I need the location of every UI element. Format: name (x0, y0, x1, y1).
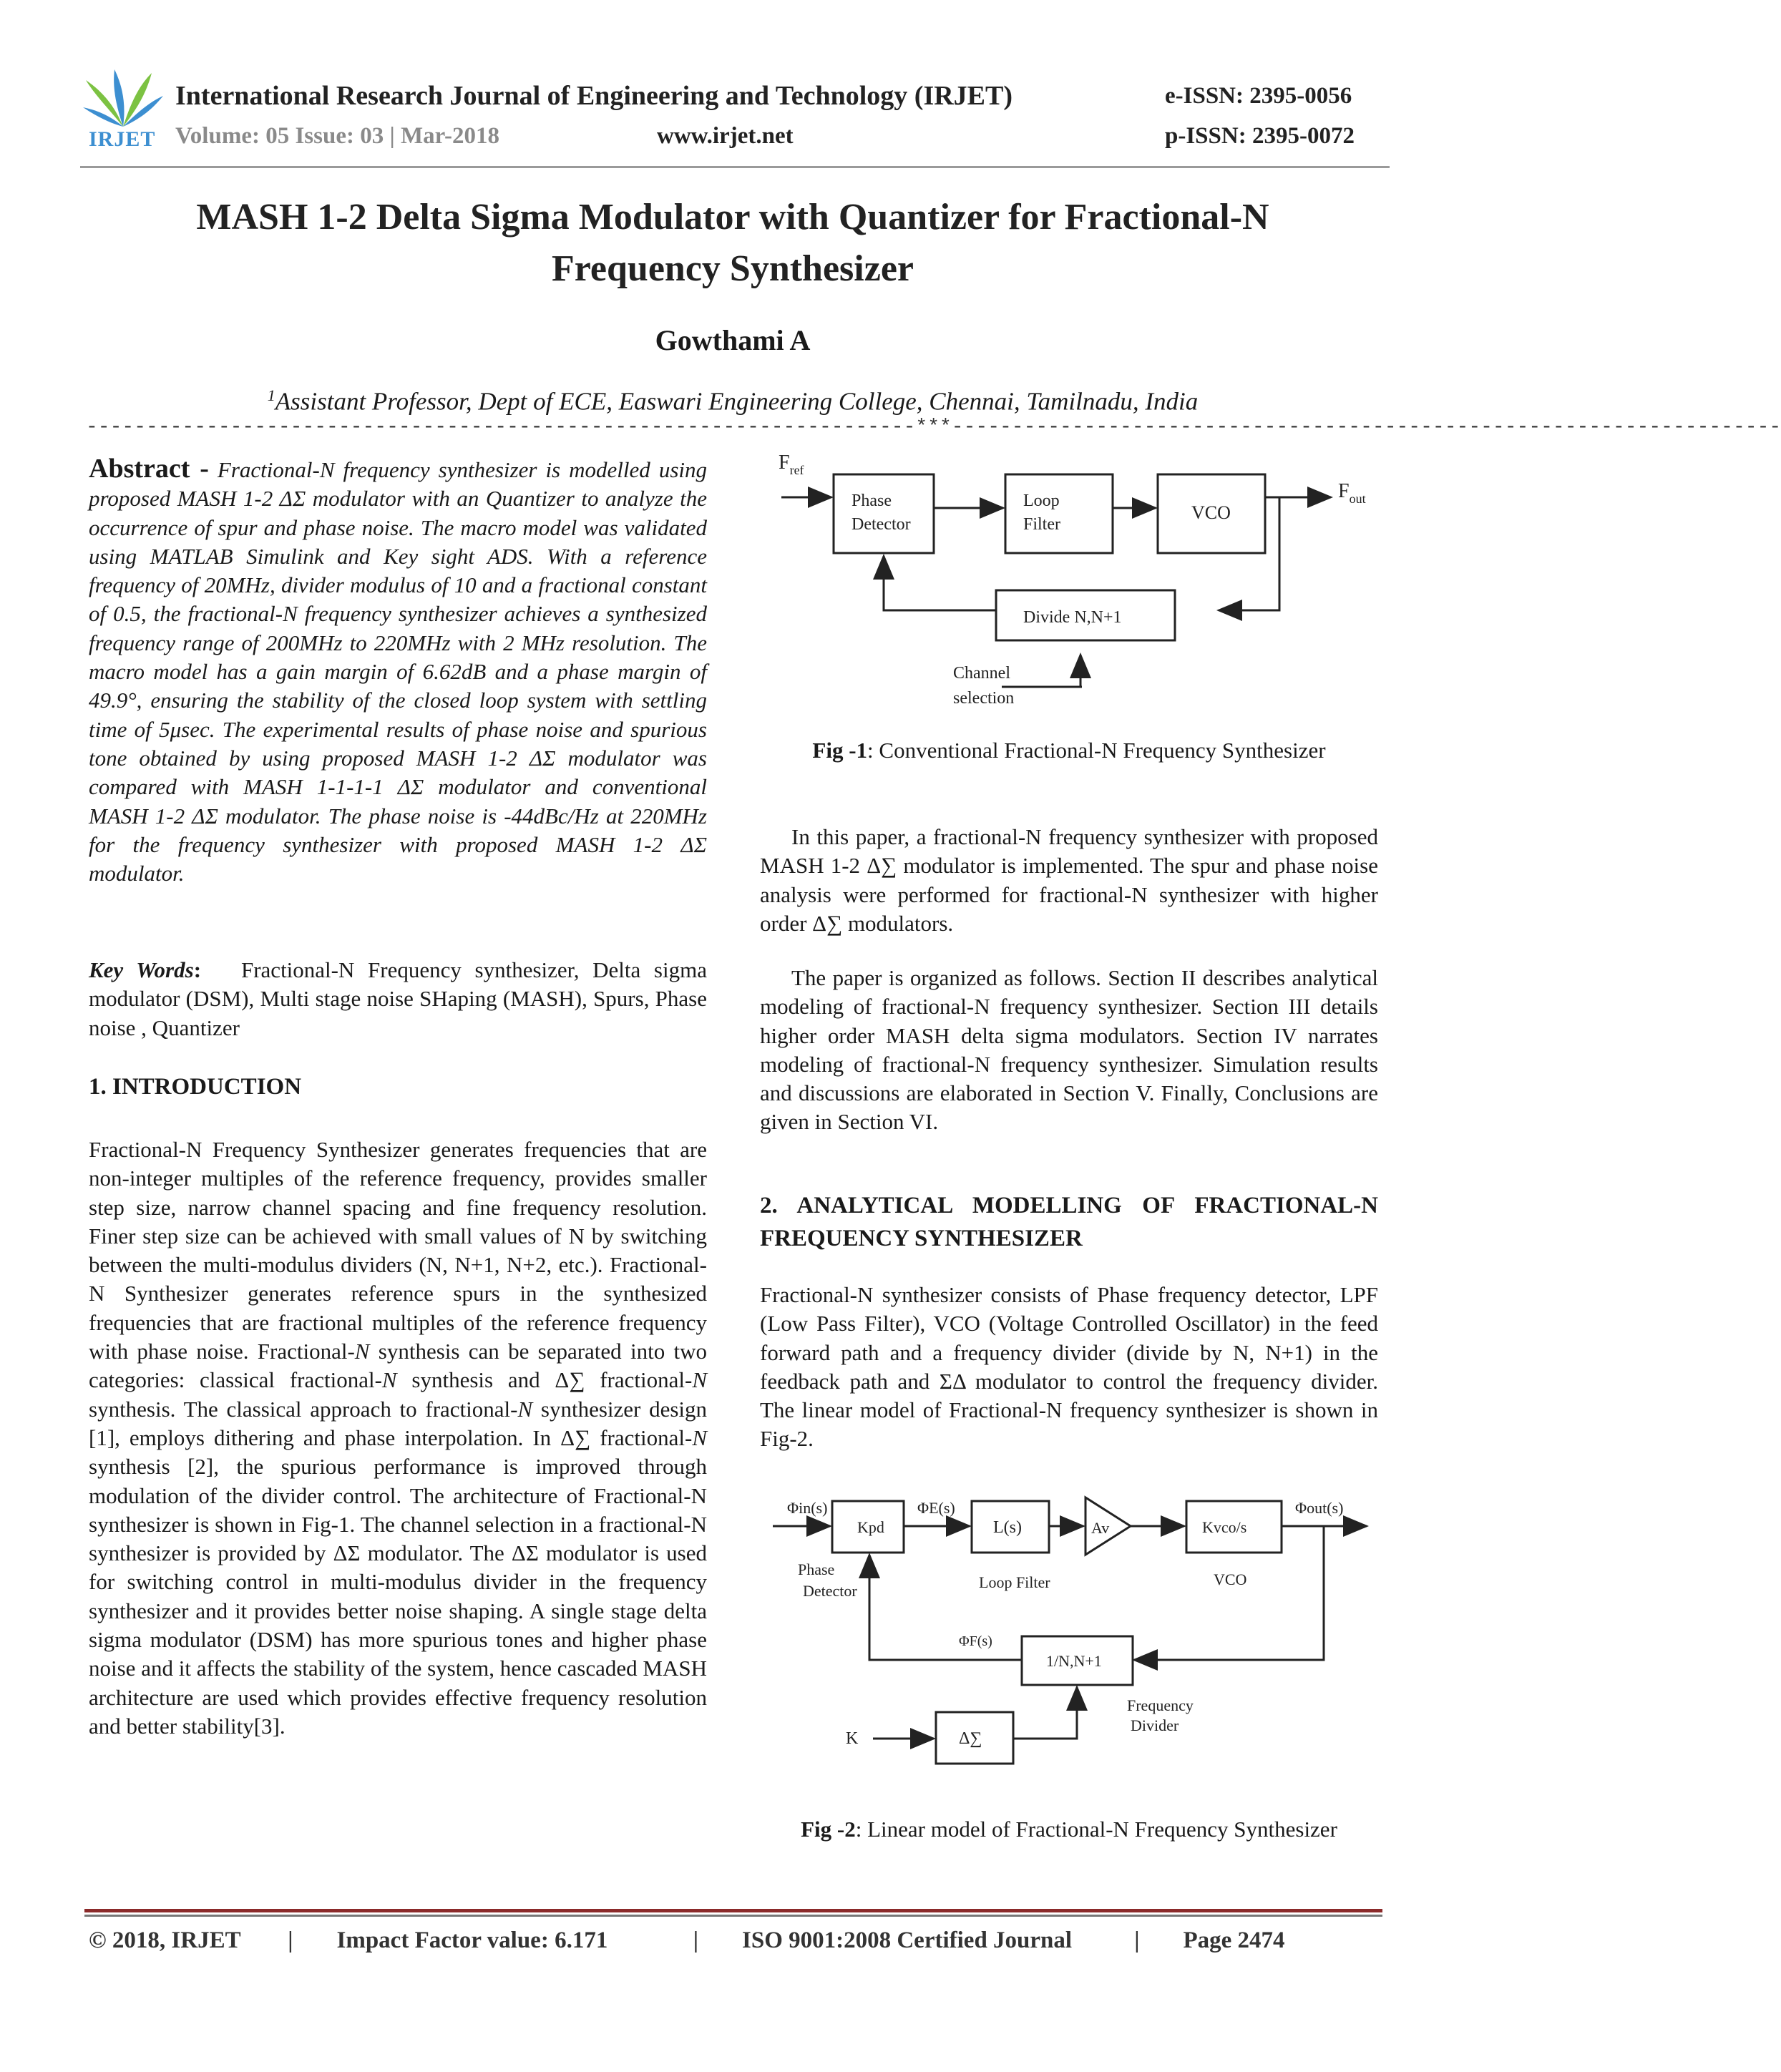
fig1-vco-label: VCO (1191, 502, 1231, 523)
fig1-caption-text: : Conventional Fractional-N Frequency Synthesizer (867, 738, 1326, 763)
footer-rule-thin (84, 1915, 1382, 1917)
fig1-channel-line1: Channel (953, 664, 1010, 683)
italic-n: N (692, 1367, 707, 1393)
fig2-freq-line2: Divider (1131, 1716, 1179, 1734)
footer-divider: | (288, 1927, 293, 1953)
intro-text-3: synthesis and Δ∑ fractional- (396, 1367, 693, 1393)
intro-paragraph (89, 1135, 707, 1741)
footer-copyright: © 2018, IRJET (89, 1927, 241, 1953)
paper-title (86, 192, 1380, 295)
abstract-text: Fractional-N frequency synthesizer is modelled using proposed MASH 1-2 ΔΣ modulator with an Quantizer to analyze the occurrence of spur and phase noise. The macro model was validated using MATLAB Simulink and Key sight ADS. With a reference frequency of 20MHz, divider modulus of 10 and a fractional constant of 0.5, the fractional-N frequency synthesizer achieves a synthesized frequency range of 200MHz to 220MHz with 2 MHz resolution. The macro model has a gain margin of 6.62dB and a phase margin of 49.9°, ensuring the stability of the closed loop system with settling time of 5μsec. The experimental results of phase noise and spurious tone obtained by using proposed MASH 1-2 ΔΣ modulator was compared with MASH 1-1-1-1 ΔΣ modulator and conventional MASH 1-2 ΔΣ modulator. The phase noise is -44dBc/Hz at 220MHz for the frequency synthesizer with proposed MASH 1-2 ΔΣ modulator. (89, 457, 708, 886)
separator: ---------------------------------------------------------------------***--------------------------------------------------------------------- (86, 416, 1781, 439)
italic-n: N (692, 1424, 707, 1450)
header-rule (80, 166, 1390, 168)
fig2-phi-e: ΦE(s) (917, 1499, 955, 1517)
intro-text-1: Fractional-N Frequency Synthesizer generates frequencies that are non-integer multiples of the reference frequency, provides smaller step size, narrow channel spacing and fine frequency resolution. Finer step size can be achieved with small values of N by switching between the multi-modulus dividers (N, N+1, N+2, etc.). Fractional-N Synthesizer generates reference spurs in the synthesized frequencies that are fractional multiples of the reference frequency with phase noise. Fractional- (89, 1137, 707, 1364)
title-line-1: MASH 1-2 Delta Sigma Modulator with Quantizer for Fractional-N (196, 197, 1269, 238)
fig1-caption (760, 736, 1378, 765)
right-paragraph-2: The paper is organized as follows. Section II describes analytical modeling of fractional-N frequency synthesizer. Section III details higher order MASH delta sigma modulators. Section IV narrates modeling of fractional-N frequency synthesizer. Simulation results and discussions are elaborated in Section V. Finally, Conclusions are given in Section VI. (760, 965, 1378, 1135)
fig1-block-diagram (766, 447, 1381, 719)
footer-rule (84, 1909, 1382, 1912)
fig2-kvco-label: Kvco/s (1202, 1518, 1247, 1536)
website-link[interactable]: www.irjet.net (657, 123, 794, 149)
keywords: Key Words: Fractional-N Frequency synthesizer, Delta sigma modulator (DSM), Multi stage noise SHaping (MASH), Spurs, Phase noise , Quantizer (89, 957, 707, 1040)
fig2-caption (760, 1814, 1378, 1844)
intro-text-4: synthesis. The classical approach to fractional- (89, 1396, 518, 1422)
pissn: p-ISSN: 2395-0072 (1165, 123, 1355, 149)
fig2-phi-in: Φin(s) (787, 1499, 828, 1517)
fig1-fout-label: $F_{out}$ (1338, 480, 1366, 506)
intro-text-5: synthesizer design [1], employs dithering and phase interpolation. In Δ∑ fractional- (89, 1396, 708, 1450)
abstract-heading: Abstract - (89, 454, 209, 484)
fig2-freq-line1: Frequency (1127, 1696, 1194, 1714)
fig2-caption-text: : Linear model of Fractional-N Frequency Synthesizer (855, 1817, 1337, 1842)
abstract (89, 454, 707, 888)
fig2-vco-label: VCO (1214, 1570, 1247, 1588)
footer-divider: | (1134, 1927, 1140, 1953)
intro-text-2: synthesis can be separated into two categories: classical fractional- (89, 1339, 708, 1393)
affiliation-text: Assistant Professor, Dept of ECE, Easwari Engineering College, Chennai, Tamilnadu, India (275, 387, 1199, 416)
eissn: e-ISSN: 2395-0056 (1165, 83, 1352, 109)
leaf-logo-icon (80, 66, 166, 130)
fig1-phase-detector-block (834, 474, 934, 553)
fig1-divider-label: Divide N,N+1 (1023, 608, 1122, 627)
fig1-fref-label: $F_{ref}$ (779, 451, 804, 477)
fig2-dsigma-label: Δ∑ (959, 1729, 982, 1748)
fig1-caption-label: Fig -1 (812, 738, 868, 763)
intro-text-6: synthesis [2], the spurious performance is improved through modulation of the divider control. The architecture of Fractional-N synthesizer is shown in Fig-1. The channel selection in a fractional-N synthesizer is provided by ΔΣ modulator. The ΔΣ modulator is used for switching control in multi-modulus divider in the frequency synthesizer and it provides better noise shaping. A single stage delta sigma modulator (DSM) has more spurious tones and higher phase noise and it affects the stability of the system, hence cascaded MASH architecture are used which provides effective frequency resolution and better stability[3]. (89, 1454, 707, 1739)
italic-n: N (354, 1339, 370, 1364)
fig2-av-label: Av (1091, 1519, 1110, 1537)
intro-heading: 1. INTRODUCTION (89, 1074, 302, 1100)
footer-iso: ISO 9001:2008 Certified Journal (742, 1927, 1073, 1953)
italic-n: N (381, 1367, 397, 1393)
fig2-linear-model-diagram (766, 1485, 1381, 1799)
right-paragraph-3: Fractional-N synthesizer consists of Phase frequency detector, LPF (Low Pass Filter), VCO (Voltage Controlled Oscillator) in the feed forward path and a frequency divider (divide by N, N+1) in the feedback path and ΣΔ modulator to control the frequency divider. The linear model of Fractional-N frequency synthesizer is shown in Fig-2. (760, 1282, 1378, 1452)
volume-issue: Volume: 05 Issue: 03 | Mar-2018 (175, 123, 500, 149)
footer-impact-factor: Impact Factor value: 6.171 (336, 1927, 608, 1953)
fig2-k-label: K (846, 1729, 859, 1748)
affiliation-sup: 1 (267, 386, 275, 404)
logo-text: IRJET (89, 127, 156, 151)
affiliation (86, 386, 1380, 416)
journal-title: International Research Journal of Engineering and Technology (IRJET) (175, 81, 1013, 111)
fig1-loop-filter-line1: Loop (1023, 492, 1060, 510)
fig2-loop-filter-label: Loop Filter (979, 1573, 1050, 1591)
keywords-label: Key Words (89, 957, 194, 982)
fig2-phase-line2: Detector (803, 1582, 857, 1600)
fig1-channel-line2: selection (953, 689, 1015, 708)
footer (89, 1927, 1384, 1954)
keywords-text: Fractional-N Frequency synthesizer, Delta sigma modulator (DSM), Multi stage noise SHaping (MASH), Spurs, Phase noise , Quantizer (89, 957, 707, 1040)
fig2-phi-out: Φout(s) (1295, 1499, 1344, 1517)
section2-heading: 2. ANALYTICAL MODELLING OF FRACTIONAL-N FREQUENCY SYNTHESIZER (760, 1193, 1378, 1251)
title-line-2: Frequency Synthesizer (552, 248, 914, 289)
fig2-caption-label: Fig -2 (801, 1817, 856, 1842)
fig1-loop-filter-block (1005, 474, 1113, 553)
right-paragraph-1: In this paper, a fractional-N frequency synthesizer with proposed MASH 1-2 Δ∑ modulator is implemented. The spur and phase noise analysis were performed for fractional-N synthesizer with higher order Δ∑ modulators. (760, 824, 1378, 936)
author: Gowthami A (655, 324, 811, 356)
italic-n: N (517, 1396, 533, 1422)
fig2-phase-line1: Phase (798, 1560, 835, 1578)
fig1-phase-detector-line2: Detector (852, 515, 911, 534)
fig2-phi-f: ΦF(s) (959, 1633, 992, 1649)
footer-page: Page 2474 (1183, 1927, 1285, 1953)
fig2-ls-label: L(s) (993, 1518, 1022, 1537)
footer-divider: | (693, 1927, 699, 1953)
fig2-divider-label: 1/N,N+1 (1046, 1652, 1102, 1670)
fig1-loop-filter-line2: Filter (1023, 515, 1060, 534)
fig2-kpd-label: Kpd (857, 1518, 884, 1536)
fig1-phase-detector-line1: Phase (852, 492, 892, 510)
